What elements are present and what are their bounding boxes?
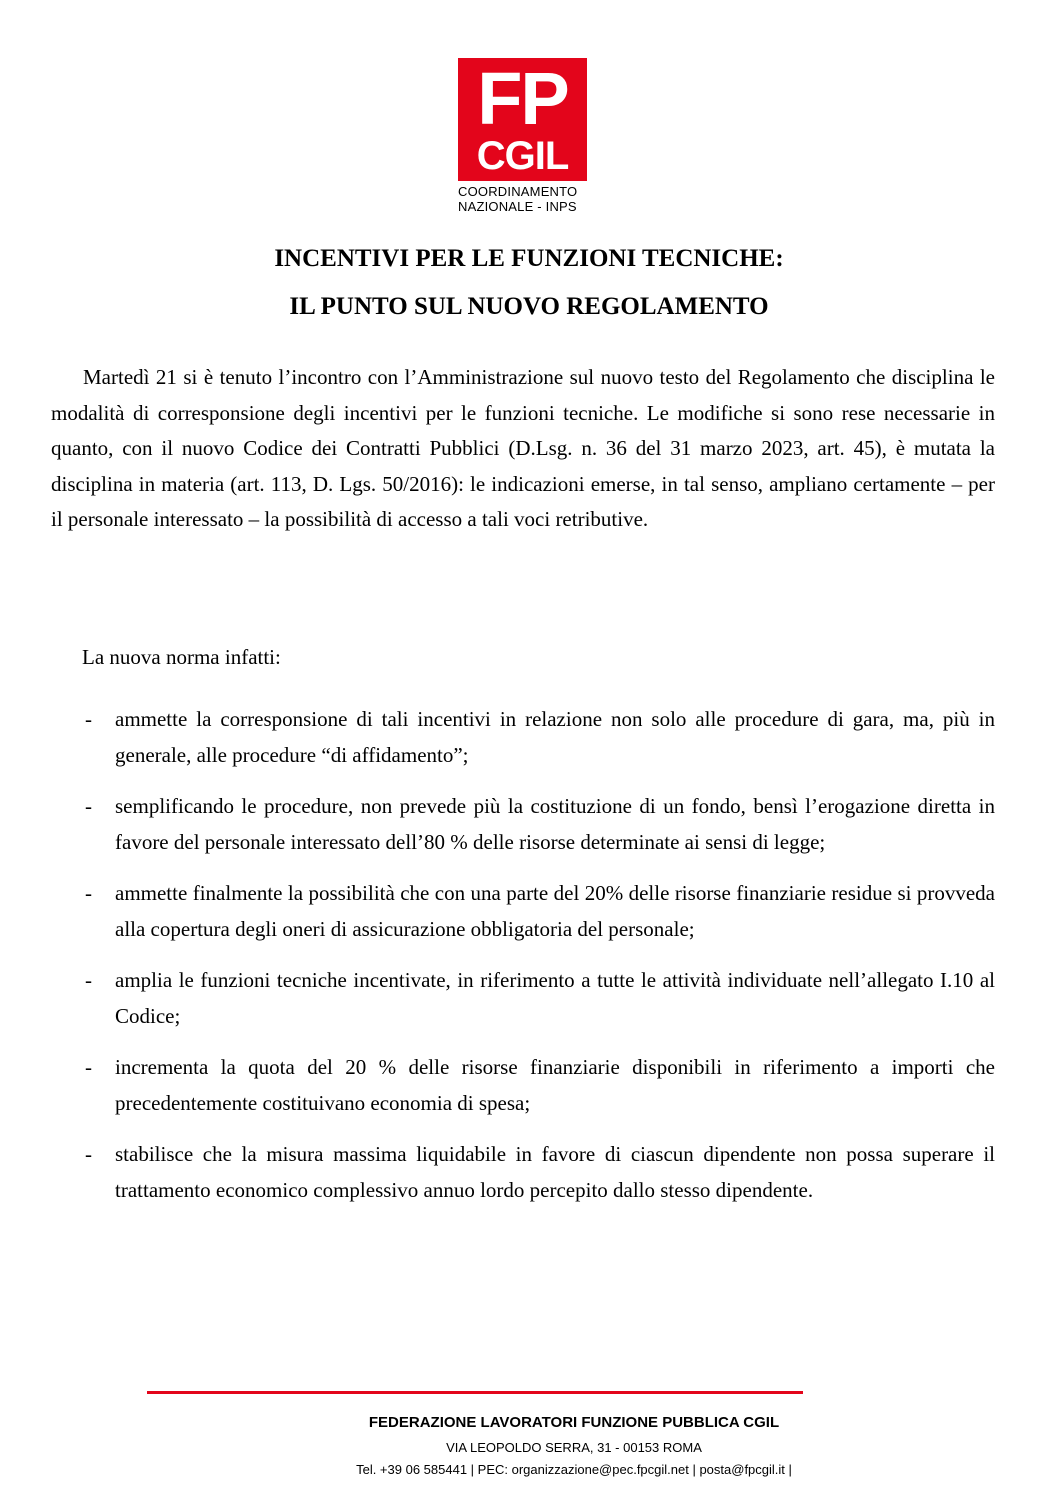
list-bullet: - xyxy=(85,968,92,992)
list-item-text: amplia le funzioni tecniche incentivate, in riferimento a tutte le attività individuate nell’allegato I.10 al Codice; xyxy=(115,968,995,1028)
list-lead: La nuova norma infatti: xyxy=(82,645,281,669)
list-item xyxy=(51,963,995,1034)
intro-paragraph: Martedì 21 si è tenuto l’incontro con l’Amministrazione sul nuovo testo del Regolamento che disciplina le modalità di corresponsione degli incentivi per le funzioni tecniche. Le modifiche si sono rese necessarie in quanto, con il nuovo Codice dei Contratti Pubblici (D.Lsg. n. 36 del 31 marzo 2023, art. 45), è mutata la disciplina in materia (art. 113, D. Lgs. 50/2016): le indicazioni emerse, in tal senso, ampliano certamente – per il personale interessato – la possibilità di accesso a tali voci retributive. xyxy=(51,365,995,531)
list-item xyxy=(51,1137,995,1208)
list-bullet: - xyxy=(85,1142,92,1166)
list-item-text: stabilisce che la misura massima liquidabile in favore di ciascun dipendente non possa superare il trattamento economico complessivo annuo lordo percepito dallo stesso dipendente. xyxy=(115,1142,995,1202)
list-item xyxy=(51,876,995,947)
list-item xyxy=(51,1050,995,1121)
logo xyxy=(458,58,598,214)
list-item-text: ammette la corresponsione di tali incentivi in relazione non solo alle procedure di gara, ma, più in generale, alle procedure “di affidamento”; xyxy=(115,707,995,767)
list-bullet: - xyxy=(85,707,92,731)
footer-organization: FEDERAZIONE LAVORATORI FUNZIONE PUBBLICA CGIL xyxy=(368,1414,780,1431)
document-title-line2: IL PUNTO SUL NUOVO REGOLAMENTO xyxy=(289,293,769,320)
footer-divider xyxy=(147,1391,803,1394)
list-item xyxy=(51,702,995,773)
list-bullet: - xyxy=(85,1055,92,1079)
list-item-text: ammette finalmente la possibilità che con una parte del 20% delle risorse finanziarie residue si provveda alla copertura degli oneri di assicurazione obbligatoria del personale; xyxy=(115,881,995,941)
list-bullet: - xyxy=(85,794,92,818)
provisions-list xyxy=(51,702,995,1224)
document-title-line1: INCENTIVI PER LE FUNZIONI TECNICHE: xyxy=(274,245,784,272)
logo-mark xyxy=(458,58,587,181)
logo-subtitle-line2: NAZIONALE - INPS xyxy=(458,199,577,214)
logo-fp-text: FP xyxy=(477,57,568,140)
list-bullet: - xyxy=(85,881,92,905)
footer-address: VIA LEOPOLDO SERRA, 31 - 00153 ROMA xyxy=(446,1440,702,1455)
list-item xyxy=(51,789,995,860)
list-item-text: incrementa la quota del 20 % delle risorse finanziarie disponibili in riferimento a importi che precedentemente costituivano economia di spesa; xyxy=(115,1055,995,1115)
footer-contacts: Tel. +39 06 585441 | PEC: organizzazione@pec.fpcgil.net | posta@fpcgil.it | xyxy=(356,1462,792,1477)
logo-subtitle-line1: COORDINAMENTO xyxy=(458,184,578,199)
logo-subtitle xyxy=(458,184,598,214)
list-item-text: semplificando le procedure, non prevede più la costituzione di un fondo, bensì l’erogazione diretta in favore del personale interessato dell’80 % delle risorse determinate ai sensi di legge; xyxy=(115,794,995,854)
logo-cgil-text: CGIL xyxy=(476,134,569,178)
